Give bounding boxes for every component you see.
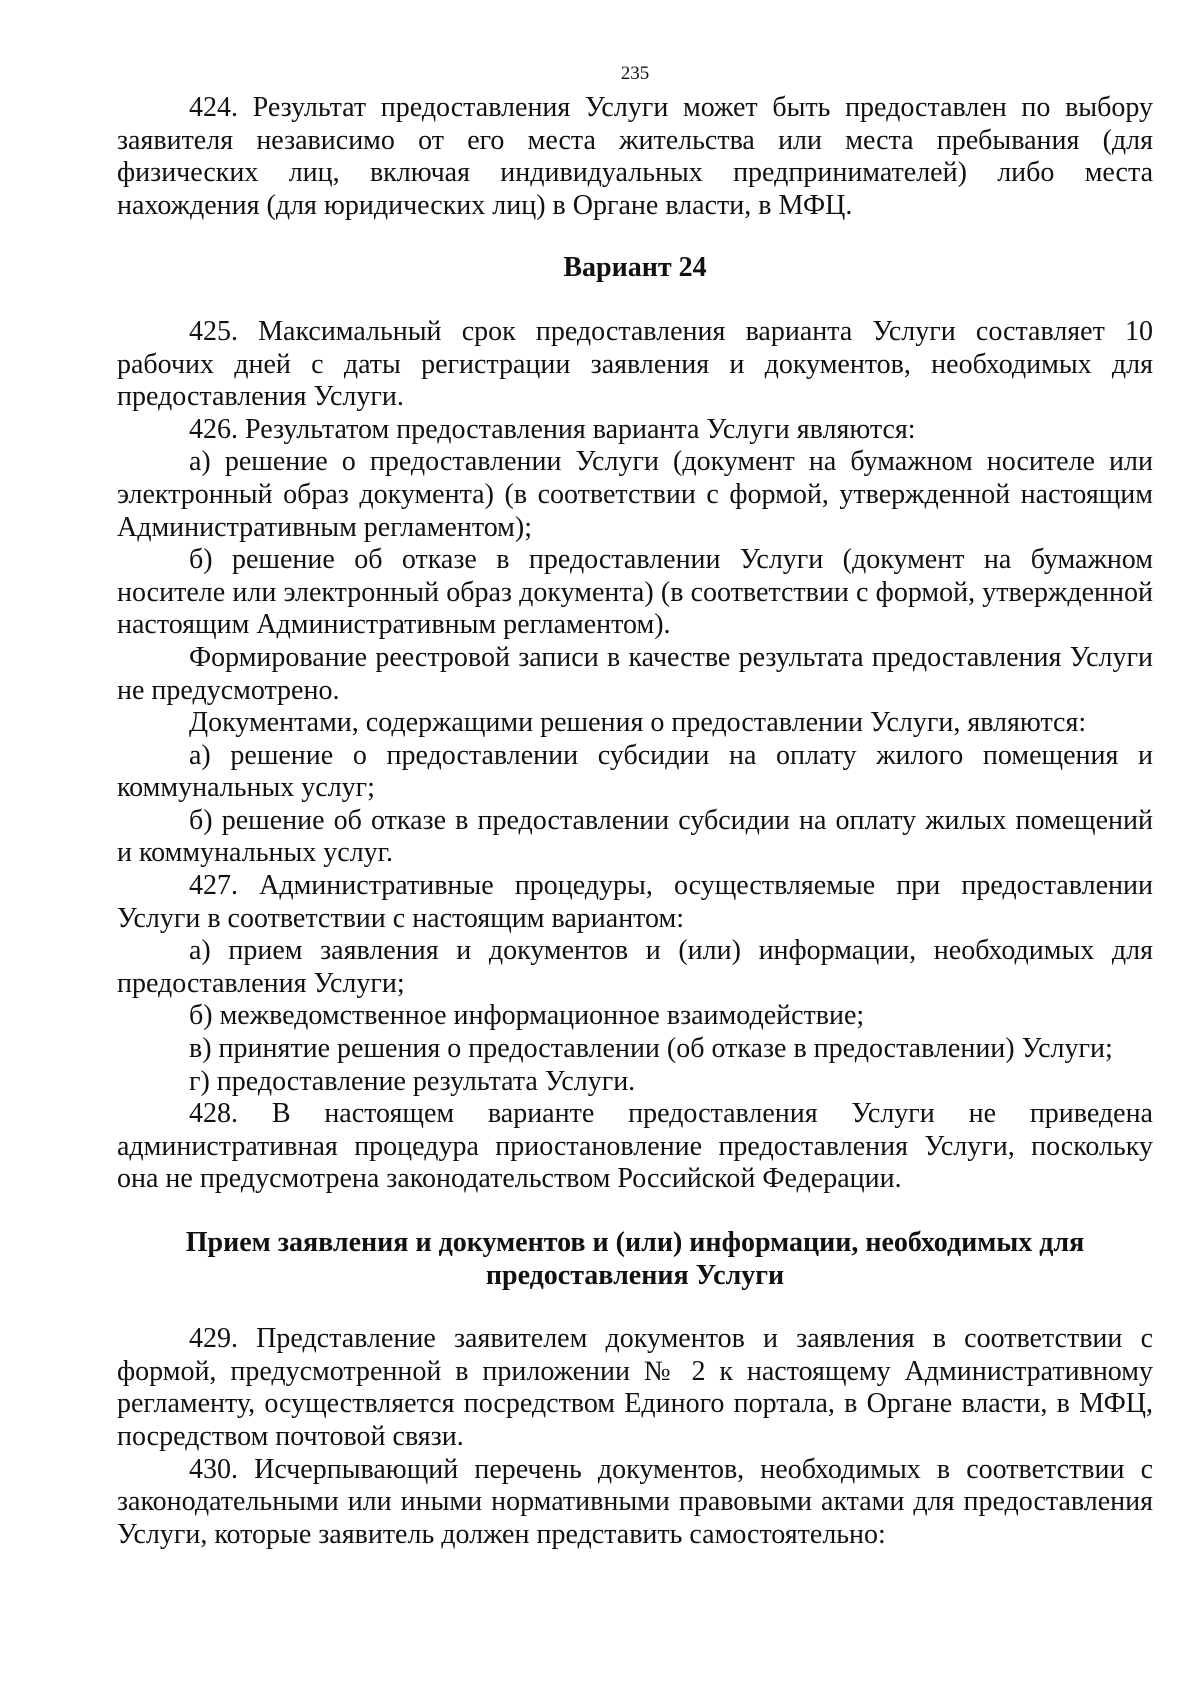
paragraph-425: 425. Максимальный срок предоставления варианта Услуги составляет 10 рабочих дней с даты регистрации заявления и документов, необходимых для предоставления Услуги. — [117, 315, 1153, 413]
paragraph-426-b: б) решение об отказе в предоставлении Услуги (документ на бумажном носителе или электронный образ документа) (в соответствии с формой, утвержденной настоящим Административным регламентом). — [117, 544, 1153, 641]
paragraph-426-a: а) решение о предоставлении Услуги (документ на бумажном носителе или электронный образ документа) (в соответствии с формой, утвержденной настоящим Административным регламентом); — [117, 446, 1153, 543]
paragraph-decision-a: а) решение о предоставлении субсидии на оплату жилого помещения и коммунальных услуг; — [117, 739, 1153, 804]
paragraph-429: 429. Представление заявителем документов и заявления в соответствии с формой, предусмотренной в приложении № 2 к настоящему Административному регламенту, осуществляется посредством Единого портала, в Органе власти, в МФЦ, посредством почтовой связи. — [117, 1323, 1153, 1452]
paragraph-426: 426. Результатом предоставления варианта Услуги являются: — [189, 413, 916, 445]
variant-heading: Вариант 24 — [563, 252, 707, 284]
paragraph-registry-record: Формирование реестровой записи в качестве результата предоставления Услуги не предусмотрено. — [117, 641, 1153, 706]
paragraph-424: 424. Результат предоставления Услуги может быть предоставлен по выбору заявителя независимо от его места жительства или места пребывания (для физических лиц, включая индивидуальных предпринимателей) либо места нахождения (для юридических лиц) в Органе власти, в МФЦ. — [117, 92, 1153, 221]
paragraph-427-c: в) принятие решения о предоставлении (об отказе в предоставлении) Услуги; — [189, 1033, 1113, 1065]
paragraph-427-b: б) межведомственное информационное взаимодействие; — [189, 1000, 865, 1032]
paragraph-427: 427. Административные процедуры, осуществляемые при предоставлении Услуги в соответствии с настоящим вариантом: — [117, 870, 1153, 934]
paragraph-428: 428. В настоящем варианте предоставления Услуги не приведена административная процедура приостановление предоставления Услуги, поскольку она не предусмотрена законодательством Российской Федерации. — [117, 1098, 1153, 1195]
section-heading: Прием заявления и документов и (или) информации, необходимых для предоставления Услуги — [185, 1227, 1085, 1291]
paragraph-427-a: а) прием заявления и документов и (или) информации, необходимых для предоставления Услуги; — [117, 935, 1153, 999]
paragraph-430: 430. Исчерпывающий перечень документов, необходимых в соответствии с законодательными или иными нормативными правовыми актами для предоставления Услуги, которые заявитель должен представить самостоятельно: — [117, 1453, 1153, 1550]
document-page — [117, 62, 1153, 1551]
paragraph-427-d: г) предоставление результата Услуги. — [189, 1065, 636, 1097]
paragraph-decision-b: б) решение об отказе в предоставлении субсидии на оплату жилых помещений и коммунальных услуг. — [117, 804, 1153, 869]
paragraph-decision-documents: Документами, содержащими решения о предоставлении Услуги, являются: — [189, 707, 1087, 739]
page-number: 235 — [620, 63, 650, 84]
